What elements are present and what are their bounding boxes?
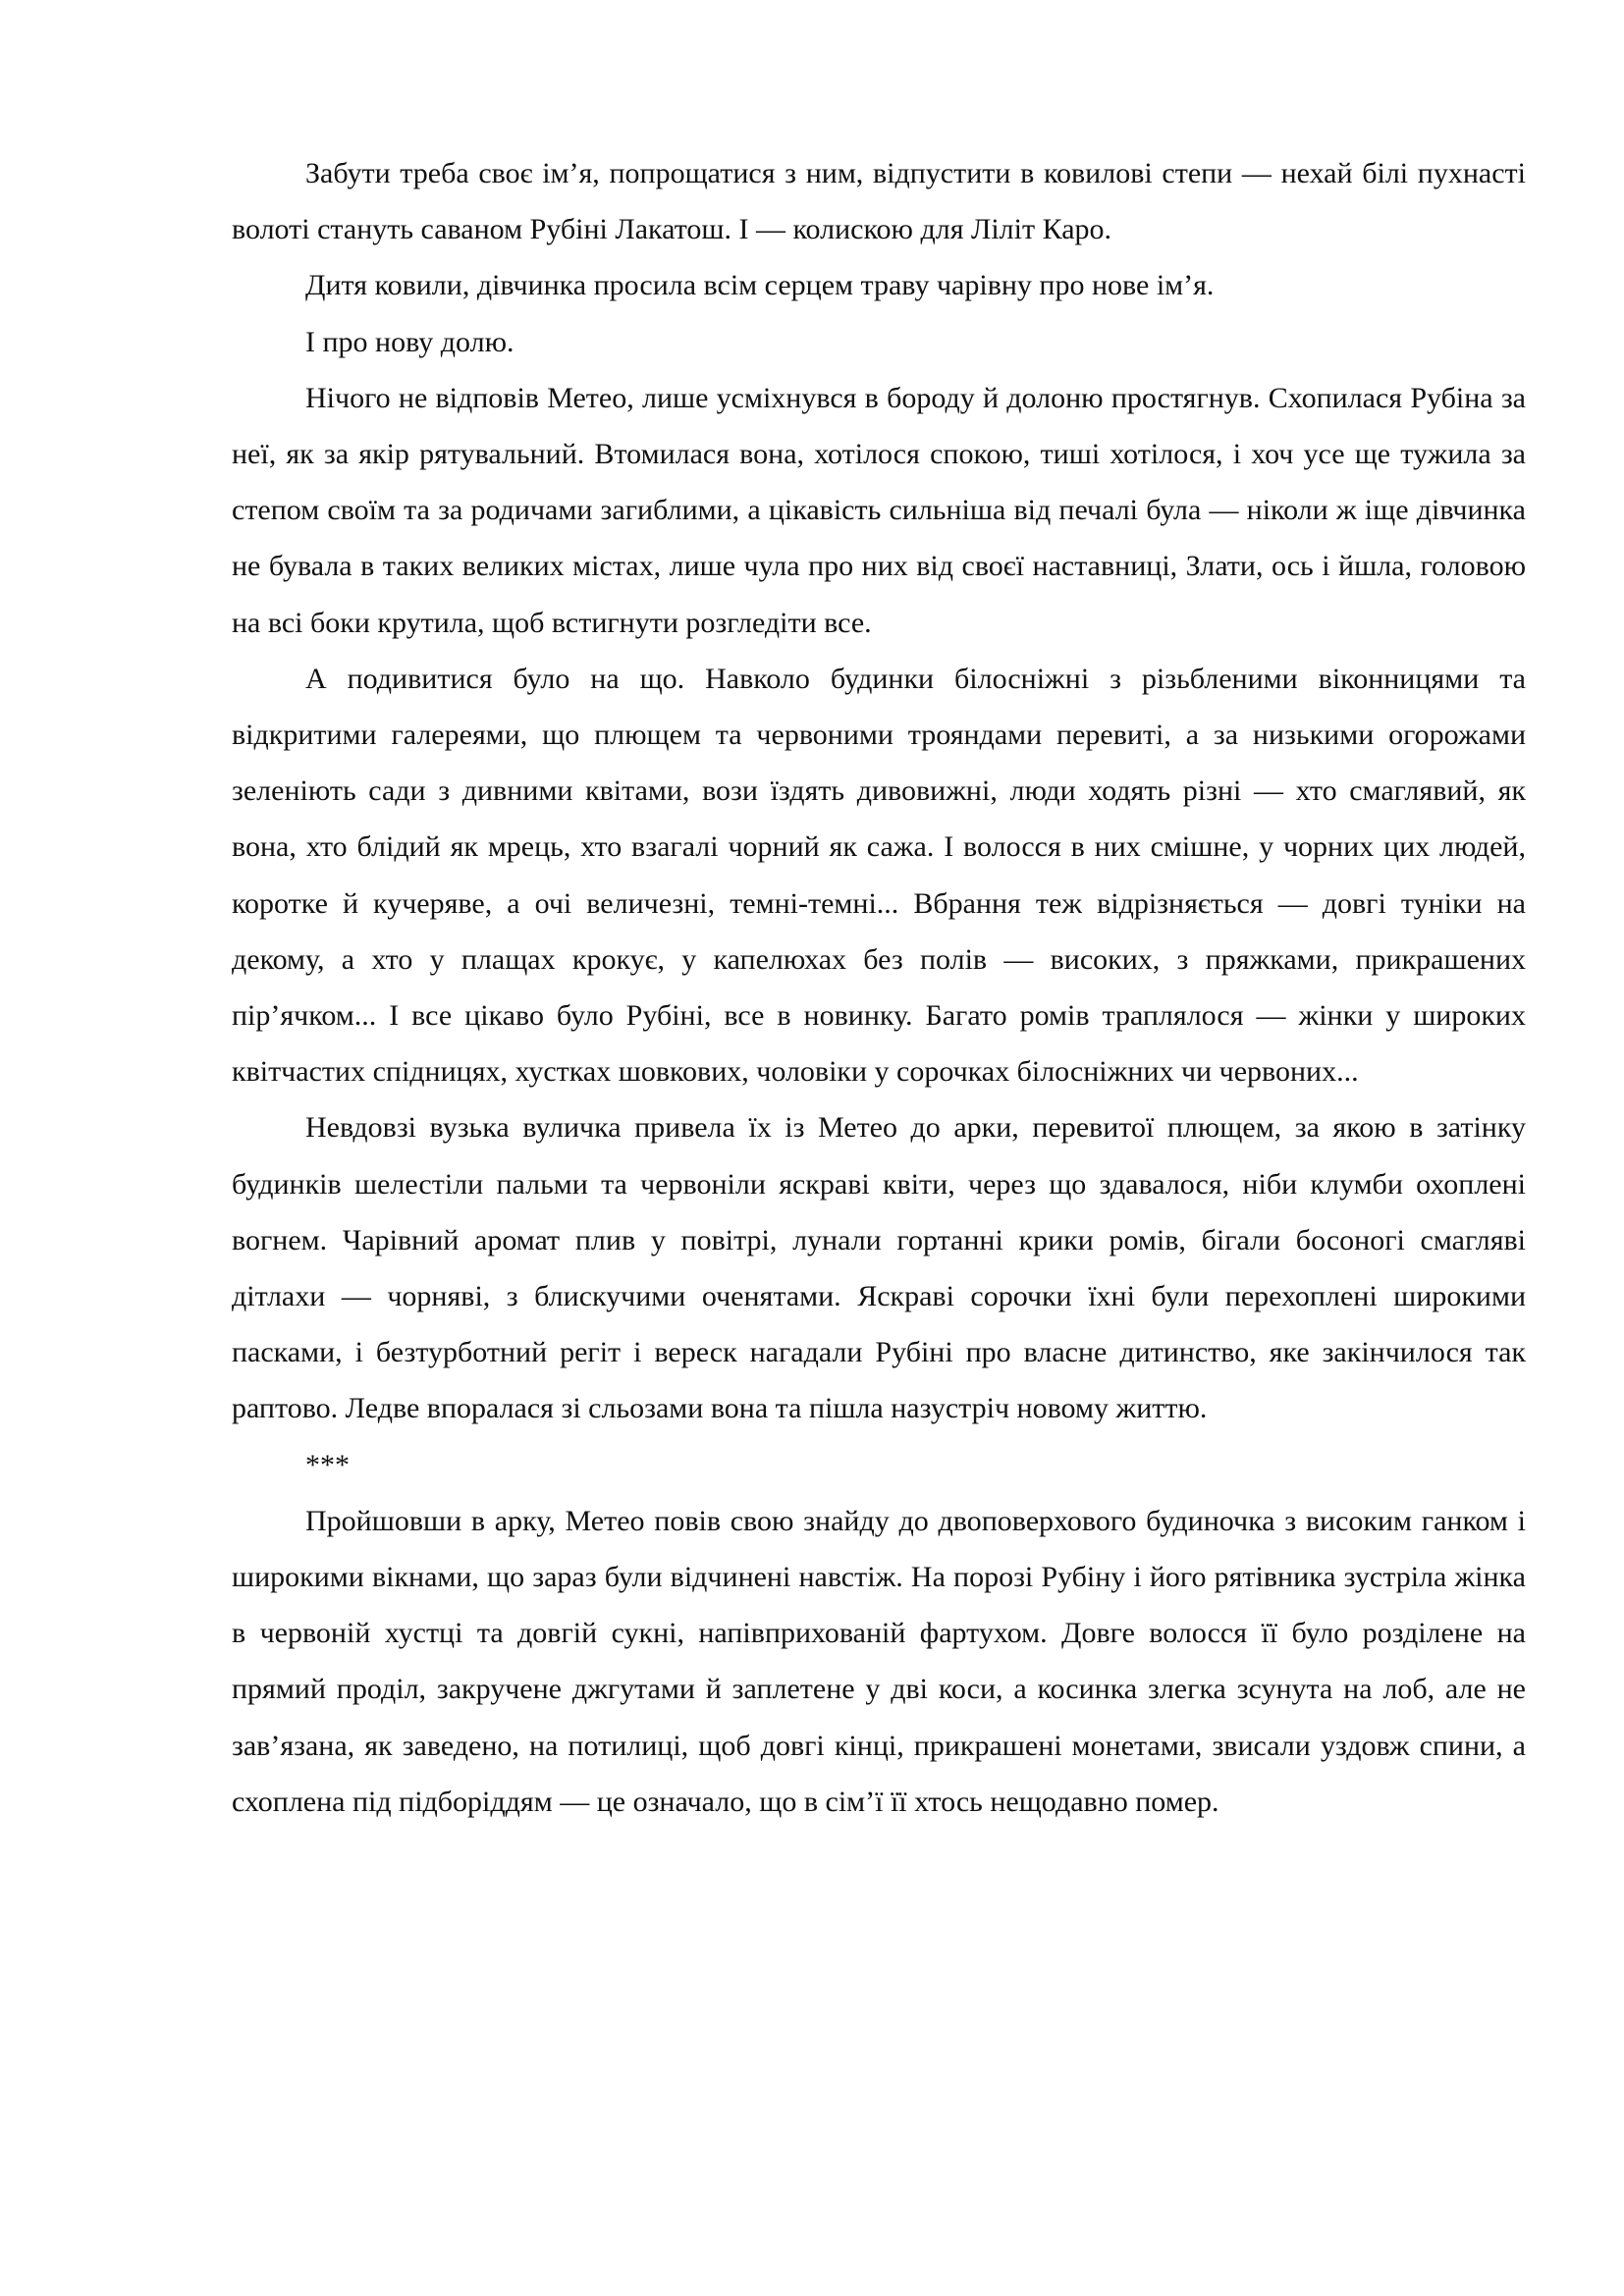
paragraph: Нічого не відповів Метео, лише усміхнувся в бороду й долоню простягнув. Схопилася Рубіна за неї, як за якір рятувальний. Втомилася вона, хотілося спокою, тиші хотілося, і хоч усе ще тужила за степом своїм та за родичами загиблими, а цікавість сильніша від печалі була — ніколи ж іще дівчинка не бувала в таких великих містах, лише чула про них від своєї наставниці, Злати, ось і йшла, головою на всі боки крутила, щоб встигнути розгледіти все. [232,381,1526,639]
paragraph: Забути треба своє ім’я, попрощатися з ним, відпустити в ковилові степи — нехай білі пухнасті волоті стануть саваном Рубіні Лакатош. І — колискою для Ліліт Каро. [232,157,1526,246]
section-separator: *** [305,1448,350,1481]
paragraph: Пройшовши в арку, Метео повів свою знайду до двоповерхового будиночка з високим ганком і широкими вікнами, що зараз були відчинені навстіж. На порозі Рубіну і його рятівника зустріла жінка в червоній хустці та довгій сукні, напівприхованій фартухом. Довге волосся її було розділене на прямий проділ, закручене джгутами й заплетене у дві коси, а косинка злегка зсунута на лоб, але не зав’язана, як заведено, на потилиці, щоб довгі кінці, прикрашені монетами, звисали уздовж спини, а схоплена під підборіддям — це означало, що в сім’ї її хтось нещодавно помер. [232,1504,1526,1818]
paragraph: Дитя ковили, дівчинка просила всім серцем траву чарівну про нове ім’я. [305,269,1215,302]
paragraph: А подивитися було на що. Навколо будинки білосніжні з різьбленими віконницями та відкритими галереями, що плющем та червоними трояндами перевиті, а за низькими огорожами зеленіють сади з дивними квітами, вози їздять дивовижні, люди ходять різні — хто смаглявий, як вона, хто блідий як мрець, хто взагалі чорний як сажа. І волосся в них смішне, у чорних цих людей, коротке й кучеряве, а очі величезні, темні-темні... Вбрання теж відрізняється — довгі туніки на декому, а хто у плащах крокує, у капелюхах без полів — високих, з пряжками, прикрашених пір’ячком... І все цікаво було Рубіні, все в новинку. Багато ромів траплялося — жінки у широких квітчастих спідницях, хустках шовкових, чоловіки у сорочках білосніжних чи червоних... [232,662,1526,1089]
document-page [232,145,1526,1830]
paragraph: Невдовзі вузька вуличка привела їх із Метео до арки, перевитої плющем, за якою в затінку будинків шелестіли пальми та червоніли яскраві квіти, через що здавалося, ніби клумби охоплені вогнем. Чарівний аромат плив у повітрі, лунали гортанні крики ромів, бігали босоногі смагляві дітлахи — чорняві, з блискучими оченятами. Яскраві сорочки їхні були перехоплені широкими пасками, і безтурботний регіт і вереск нагадали Рубіні про власне дитинство, яке закінчилося так раптово. Ледве впоралася зі сльозами вона та пішла назустріч новому життю. [232,1111,1526,1425]
paragraph: І про нову долю. [305,325,514,358]
